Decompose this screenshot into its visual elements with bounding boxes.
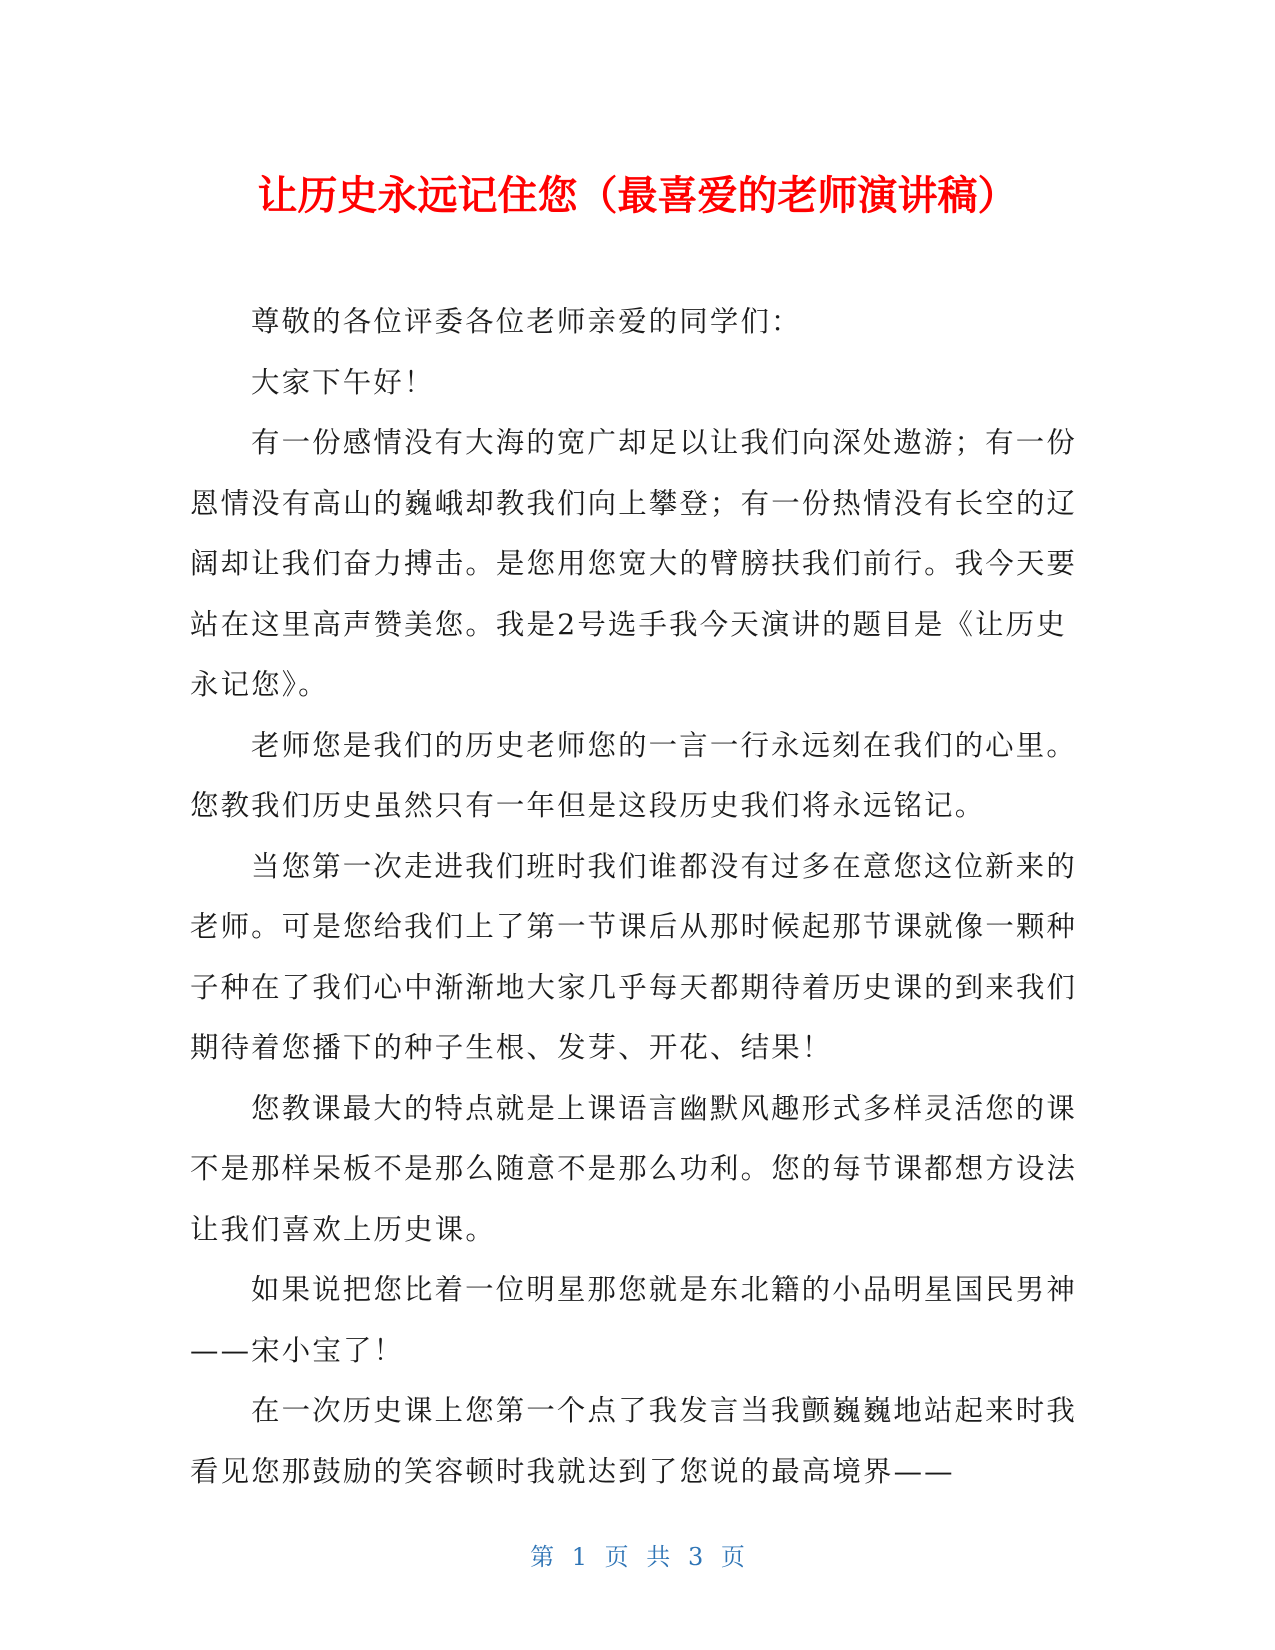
paragraph-star: 如果说把您比着一位明星那您就是东北籍的小品明星国民男神——宋小宝了！ [190,1273,1077,1367]
paragraph-greeting: 大家下午好！ [251,365,435,399]
paragraph-history-class: 在一次历史课上您第一个点了我发言当我颤巍巍地站起来时我看见您那鼓励的笑容顿时我就达到了您说的最高境界—— [190,1394,1077,1488]
paragraph-intro: 有一份感情没有大海的宽广却足以让我们向深处遨游；有一份恩情没有高山的巍峨却教我们向上攀登；有一份热情没有长空的辽阔却让我们奋力搏击。是您用您宽大的臂膀扶我们前行。我今天要站在这里高声赞美您。我是2号选手我今天演讲的题目是《让历史永记您》。 [190,426,1078,701]
page-number-footer: 第 1 页 共 3 页 [530,1543,745,1571]
paragraph-teacher: 老师您是我们的历史老师您的一言一行永远刻在我们的心里。您教我们历史虽然只有一年但是这段历史我们将永远铭记。 [190,728,1077,822]
document-title: 让历史永远记住您（最喜爱的老师演讲稿） [257,173,1018,219]
paragraph-teaching-style: 您教课最大的特点就是上课语言幽默风趣形式多样灵活您的课不是那样呆板不是那么随意不是那么功利。您的每节课都想方设法让我们喜欢上历史课。 [190,1091,1078,1246]
paragraph-salutation: 尊敬的各位评委各位老师亲爱的同学们： [251,305,802,338]
paragraph-first-class: 当您第一次走进我们班时我们谁都没有过多在意您这位新来的老师。可是您给我们上了第一节课后从那时候起那节课就像一颗种子种在了我们心中渐渐地大家几乎每天都期待着历史课的到来我们期待着您播下的种子生根、发芽、开花、结果！ [190,849,1078,1064]
document-body [190,292,1080,1502]
